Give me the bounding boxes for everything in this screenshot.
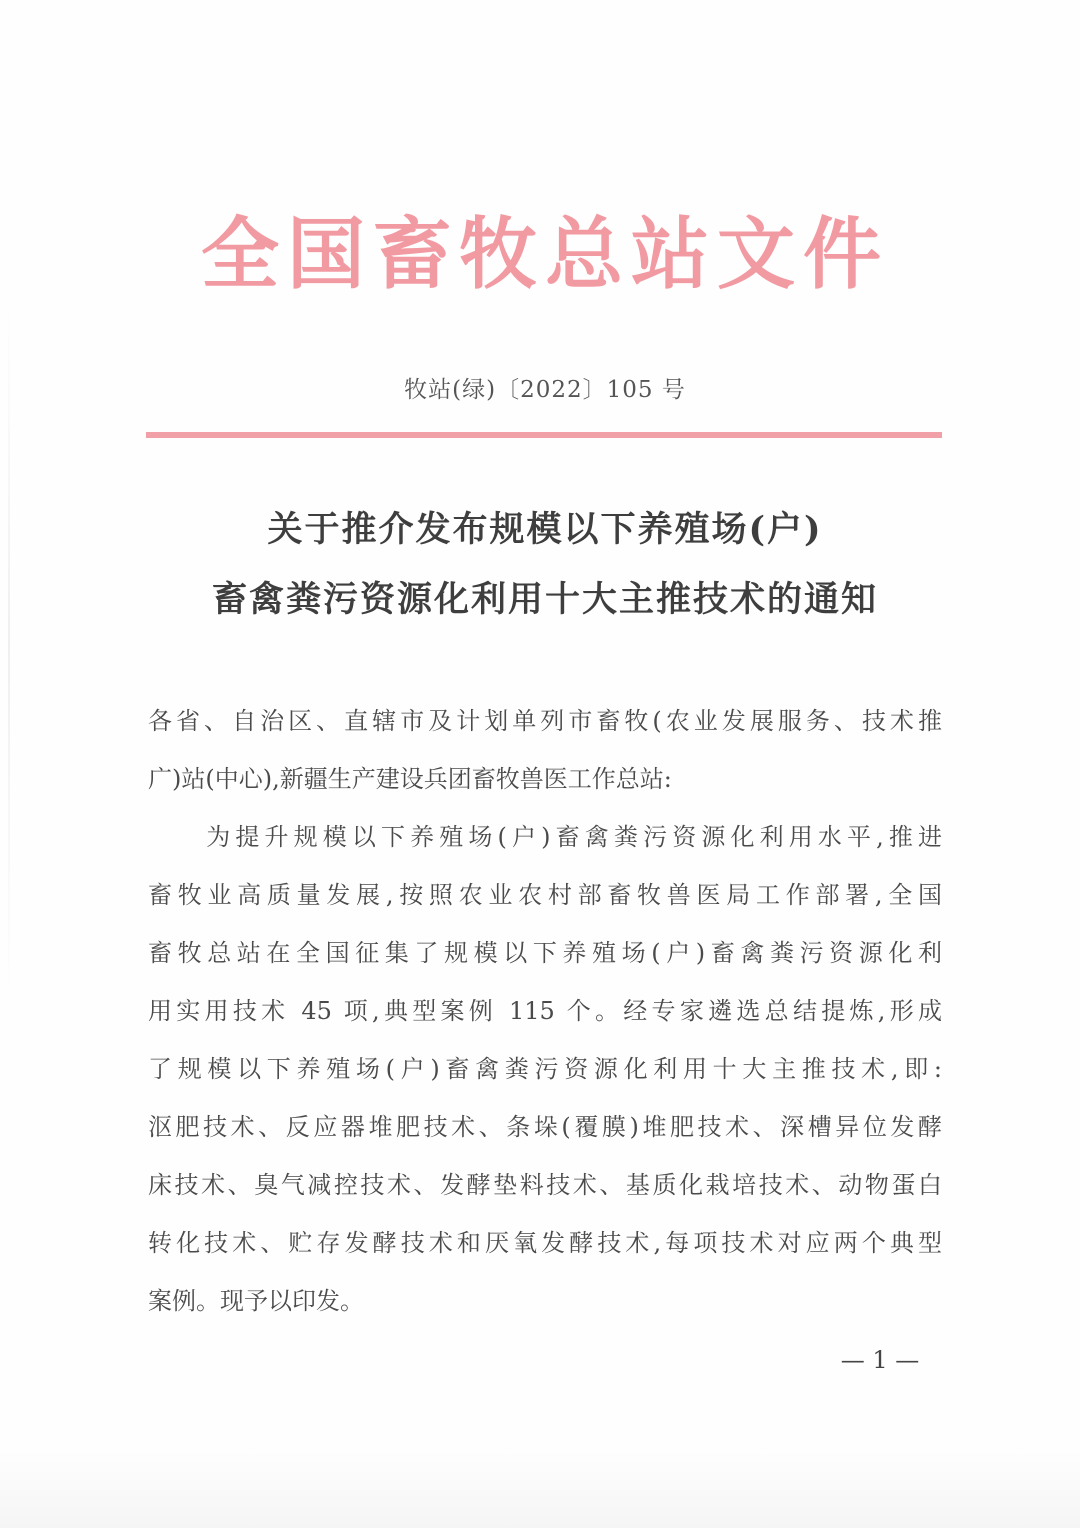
addressee-line: 各省、自治区、直辖市及计划单列市畜牧(农业发展服务、技术推 (148, 707, 942, 735)
body-paragraph (148, 808, 942, 1330)
body-line: 畜牧总站在全国征集了规模以下养殖场(户)畜禽粪污资源化利 (148, 939, 942, 967)
document-number: 牧站(绿)〔2022〕105 号 (404, 377, 686, 403)
body-line: 用实用技术 45 项,典型案例 115 个。经专家遴选总结提炼,形成 (148, 997, 942, 1025)
body-line: 沤肥技术、反应器堆肥技术、条垛(覆膜)堆肥技术、深槽异位发酵 (148, 1113, 942, 1141)
body-line: 案例。现予以印发。 (148, 1287, 364, 1315)
red-divider-rule (146, 432, 942, 438)
body-line: 了规模以下养殖场(户)畜禽粪污资源化利用十大主推技术,即: (148, 1055, 942, 1083)
addressee-block (148, 692, 942, 808)
notice-title-line-1: 关于推介发布规模以下养殖场(户) (267, 509, 823, 550)
body-line: 为提升规模以下养殖场(户)畜禽粪污资源化利用水平,推进 (148, 823, 942, 851)
page-number: — 1 — (840, 1346, 920, 1374)
body-line: 畜牧业高质量发展,按照农业农村部畜牧兽医局工作部署,全国 (148, 881, 942, 909)
notice-title-line-2: 畜禽粪污资源化利用十大主推技术的通知 (211, 579, 878, 620)
scan-bottom-shade (0, 1448, 1080, 1528)
scan-edge-shadow (8, 300, 10, 1000)
masthead-title: 全国畜牧总站文件 (200, 209, 889, 300)
body-line: 转化技术、贮存发酵技术和厌氧发酵技术,每项技术对应两个典型 (148, 1229, 942, 1257)
body-line: 床技术、臭气减控技术、发酵垫料技术、基质化栽培技术、动物蛋白 (148, 1171, 942, 1199)
addressee-line: 广)站(中心),新疆生产建设兵团畜牧兽医工作总站: (148, 765, 672, 793)
